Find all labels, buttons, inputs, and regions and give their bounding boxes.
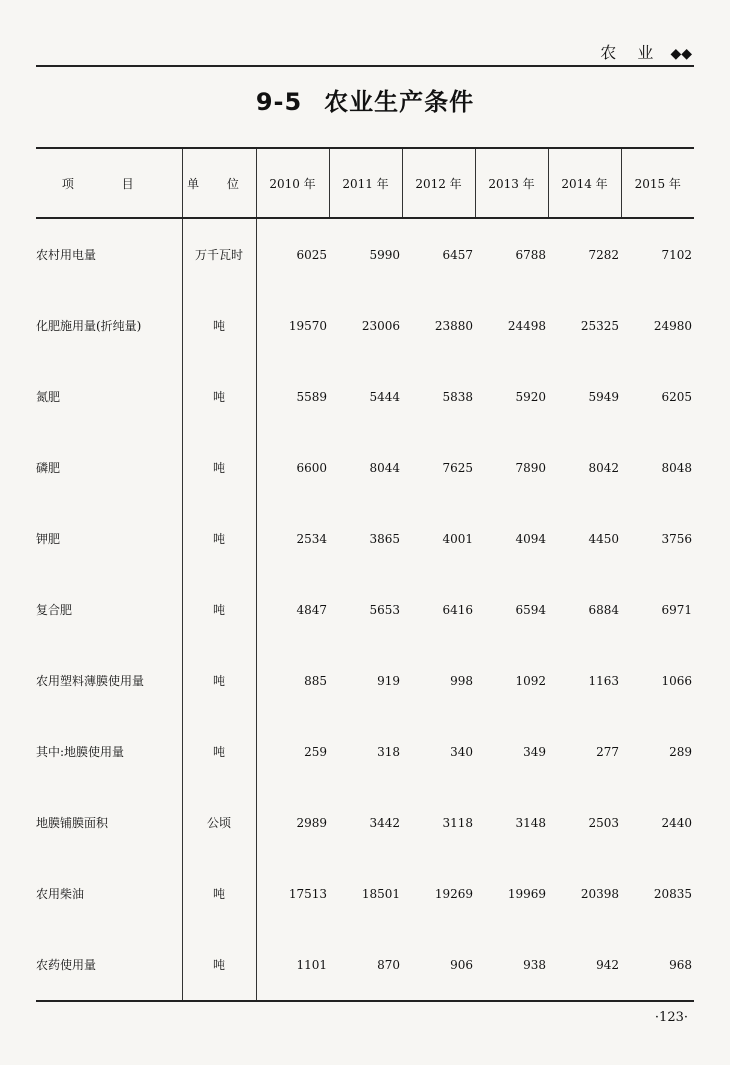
cell-value: 5949	[588, 389, 619, 404]
row-label: 其中:地膜使用量	[36, 745, 125, 759]
row-unit: 吨	[182, 645, 256, 716]
cell-value: 7282	[588, 247, 619, 262]
cell-value: 2503	[588, 815, 619, 830]
cell-value: 277	[596, 744, 619, 759]
data-table	[36, 147, 694, 1002]
cell-value: 318	[377, 744, 400, 759]
cell-value: 24498	[507, 318, 546, 333]
table-row	[36, 361, 694, 432]
cell-value: 906	[402, 929, 475, 1001]
cell-value: 6788	[515, 247, 546, 262]
cell-value: 7890	[515, 460, 546, 475]
cell-value: 6971	[661, 602, 692, 617]
cell-value: 7102	[661, 247, 692, 262]
cell-value: 7625	[442, 460, 473, 475]
cell-value: 4450	[588, 531, 619, 546]
table-number: 9-5	[255, 88, 303, 116]
cell-value: 18501	[361, 886, 400, 901]
cell-value: 8044	[369, 460, 400, 475]
cell-value: 6205	[661, 389, 692, 404]
cell-value: 19570	[288, 318, 327, 333]
cell-value: 6600	[296, 460, 327, 475]
cell-value: 23006	[361, 318, 400, 333]
cell-value: 1163	[588, 673, 619, 688]
cell-value: 349	[523, 744, 546, 759]
cell-value: 5920	[515, 389, 546, 404]
row-label: 农村用电量	[36, 248, 97, 262]
table-row	[36, 574, 694, 645]
table-row	[36, 432, 694, 503]
cell-value: 885	[304, 673, 327, 688]
row-label: 氮肥	[36, 390, 61, 404]
table-row	[36, 716, 694, 787]
page-number: ·123·	[654, 1010, 688, 1025]
cell-value: 3865	[369, 531, 400, 546]
diamond-icon: ◆◆	[670, 46, 692, 62]
table-row	[36, 929, 694, 1001]
column-header-year: 2011 年	[329, 148, 402, 218]
table-row	[36, 290, 694, 361]
cell-value: 3118	[442, 815, 473, 830]
cell-value: 4094	[515, 531, 546, 546]
cell-value: 919	[377, 673, 400, 688]
row-label: 农用塑料薄膜使用量	[36, 674, 145, 688]
cell-value: 3756	[661, 531, 692, 546]
cell-value: 289	[669, 744, 692, 759]
table-row	[36, 503, 694, 574]
cell-value: 3148	[515, 815, 546, 830]
cell-value: 6594	[515, 602, 546, 617]
row-unit: 吨	[182, 929, 256, 1001]
cell-value: 3442	[369, 815, 400, 830]
cell-value: 1066	[661, 673, 692, 688]
column-header-year: 2014 年	[548, 148, 621, 218]
column-header-year: 2012 年	[402, 148, 475, 218]
cell-value: 17513	[288, 886, 327, 901]
row-unit: 吨	[182, 574, 256, 645]
cell-value: 5589	[296, 389, 327, 404]
cell-value: 870	[329, 929, 402, 1001]
cell-value: 5653	[369, 602, 400, 617]
cell-value: 8048	[661, 460, 692, 475]
cell-value: 8042	[588, 460, 619, 475]
cell-value: 5838	[442, 389, 473, 404]
cell-value: 942	[548, 929, 621, 1001]
cell-value: 24980	[653, 318, 692, 333]
table-row	[36, 858, 694, 929]
cell-value: 19969	[507, 886, 546, 901]
cell-value: 5990	[369, 247, 400, 262]
row-unit: 吨	[182, 716, 256, 787]
row-unit: 吨	[182, 858, 256, 929]
cell-value: 6416	[442, 602, 473, 617]
section-name: 农 业	[600, 43, 662, 62]
cell-value: 6884	[588, 602, 619, 617]
row-unit: 吨	[182, 361, 256, 432]
row-label: 地膜铺膜面积	[36, 816, 109, 830]
table-title: 农业生产条件	[324, 88, 475, 116]
row-unit: 吨	[182, 503, 256, 574]
cell-value: 25325	[580, 318, 619, 333]
table-header-row	[36, 148, 694, 218]
row-label: 农药使用量	[36, 929, 182, 1001]
cell-value: 2534	[296, 531, 327, 546]
row-unit: 吨	[182, 290, 256, 361]
column-header-year: 2010 年	[256, 148, 329, 218]
cell-value: 20835	[653, 886, 692, 901]
cell-value: 259	[304, 744, 327, 759]
cell-value: 340	[450, 744, 473, 759]
cell-value: 4847	[296, 602, 327, 617]
row-label: 磷肥	[36, 461, 61, 475]
row-unit: 吨	[182, 432, 256, 503]
cell-value: 2440	[661, 815, 692, 830]
cell-value: 1092	[515, 673, 546, 688]
cell-value: 938	[475, 929, 548, 1001]
cell-value: 2989	[296, 815, 327, 830]
header-rule	[36, 65, 694, 67]
cell-value: 23880	[434, 318, 473, 333]
cell-value: 5444	[369, 389, 400, 404]
column-header-unit: 单 位	[182, 148, 256, 218]
cell-value: 4001	[442, 531, 473, 546]
row-label: 化肥施用量(折纯量)	[36, 319, 142, 333]
row-label: 钾肥	[36, 532, 61, 546]
row-label: 农用柴油	[36, 887, 85, 901]
cell-value: 968	[621, 929, 694, 1001]
column-header-year: 2015 年	[621, 148, 694, 218]
cell-value: 20398	[580, 886, 619, 901]
page-title	[0, 82, 730, 117]
cell-value: 6457	[442, 247, 473, 262]
table-row	[36, 218, 694, 290]
cell-value: 998	[450, 673, 473, 688]
cell-value: 1101	[256, 929, 329, 1001]
cell-value: 6025	[296, 247, 327, 262]
column-header-item: 项 目	[36, 148, 182, 218]
row-label: 复合肥	[36, 603, 73, 617]
cell-value: 19269	[434, 886, 473, 901]
running-header	[600, 40, 692, 63]
row-unit: 万千瓦时	[182, 218, 256, 290]
table-row	[36, 645, 694, 716]
table-row	[36, 787, 694, 858]
row-unit: 公顷	[182, 787, 256, 858]
column-header-year: 2013 年	[475, 148, 548, 218]
